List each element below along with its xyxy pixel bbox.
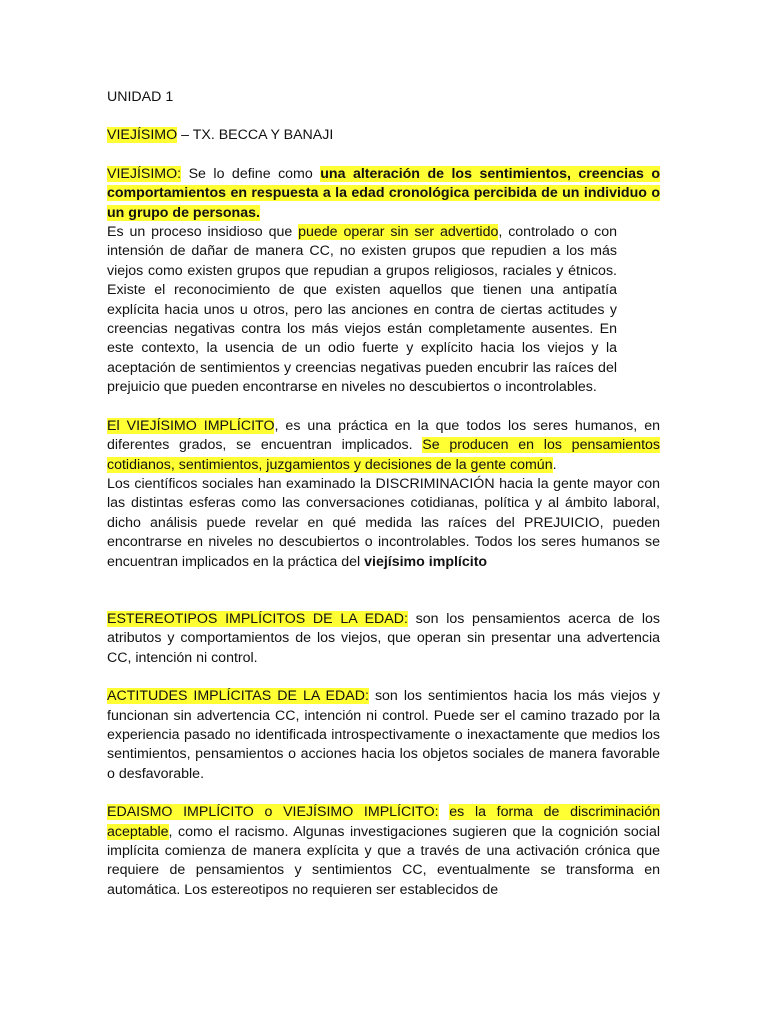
section-heading — [107, 126, 660, 145]
implicit-paragraph — [107, 417, 660, 475]
attitudes-text: son los sentimientos hacia los más viejos y funcionan sin advertencia CC, intención ni control. Puede ser el camino trazado por la experiencia pasado no identificada introspectivamente o inexactamente que medios los sentimientos, pensamientos o acciones hacia los objetos sociales de manera favorable o desfavorable. — [107, 688, 660, 782]
unit-title: UNIDAD 1 — [107, 89, 174, 105]
definition-paragraph — [107, 165, 660, 223]
ageism-space — [439, 804, 450, 820]
spacer — [107, 146, 660, 165]
heading-term: VIEJÍSIMO — [107, 127, 178, 144]
stereotypes-text: son los pensamientos acerca de los atributos y comportamientos de los viejos, que operan sin presentar una advertencia CC, intención ni control. — [107, 610, 660, 666]
ageism-text: , como el racismo. Algunas investigaciones sugieren que la cognición social implícita comienza de manera explícita y que a través de una activación crónica que requiere de pensamientos y sentimientos CC, eventualmente se transforma en automática. Los estereotipos no requieren ser establecidos de — [107, 823, 660, 898]
definition-term: VIEJÍSIMO: — [107, 165, 182, 182]
spacer — [107, 398, 660, 417]
process-highlight: puede operar sin ser advertido — [298, 224, 499, 241]
stereotypes-paragraph — [107, 610, 660, 668]
process-post: , controlado o con intensión de dañar de manera CC, no existen grupos que repudien a los más viejos como existen grupos que repudian a grupos religiosos, raciales y étnicos. Existe el reconocimiento de que existen aquellos que tienen una antipatía explícita hacia unos u otros, pero las anciones en contra de ciertas actitudes y creencias negativas contra los más viejos están completamente ausentes. En este contexto, la usencia de un odio fuerte y explícito hacia los viejos y la aceptación de sentimientos y creencias negativas pueden encubrir las raíces del prejuicio que pueden encontrarse en niveles no descubiertos o incontrolables. — [107, 224, 617, 396]
implicit-end: . — [552, 456, 557, 473]
ageism-highlight: es la forma de discriminación aceptable — [107, 804, 660, 840]
process-pre: Es un proceso insidioso que — [107, 224, 299, 241]
definition-intro: Se lo define como — [181, 165, 321, 182]
implicit-term: El VIEJÍSIMO IMPLÍCITO — [107, 417, 275, 434]
attitudes-paragraph — [107, 687, 660, 784]
ageism-paragraph — [107, 803, 660, 900]
document-page — [107, 88, 660, 900]
stereotypes-term: ESTEREOTIPOS IMPLÍCITOS DE LA EDAD: — [107, 610, 408, 627]
spacer — [107, 668, 660, 687]
spacer — [107, 107, 660, 126]
definition-text: una alteración de los sentimientos, creencias o comportamientos en respuesta a la edad cronológica percibida de un individuo o un grupo de personas. — [107, 165, 661, 221]
implicit-mid: , es una práctica en la que todos los seres humanos, en diferentes grados, se encuentran implicados. — [107, 417, 660, 454]
ageism-term: EDAISMO IMPLÍCITO o VIEJÍSIMO IMPLÍCITO: — [107, 804, 439, 821]
spacer — [107, 784, 660, 803]
scientists-text: Los científicos sociales han examinado la DISCRIMINACIÓN hacia la gente mayor con las distintas esferas como las conversaciones cotidianas, política y al ámbito laboral, dicho análisis puede revelar en qué medida las raíces del PREJUICIO, pueden encontrarse en niveles no descubiertos o incontrolables. Todos los seres humanos se encuentran implicados en la práctica del — [107, 475, 660, 570]
implicit-highlight: Se producen en los pensamientos cotidianos, sentimientos, juzgamientos y decisiones de la gente común — [107, 437, 661, 473]
attitudes-term: ACTITUDES IMPLÍCITAS DE LA EDAD: — [107, 688, 369, 705]
spacer — [107, 572, 660, 610]
heading-rest: – TX. BECCA Y BANAJI — [177, 127, 334, 144]
scientists-bold: viejísimo implícito — [364, 553, 488, 570]
process-paragraph — [107, 223, 617, 398]
scientists-paragraph — [107, 475, 660, 572]
